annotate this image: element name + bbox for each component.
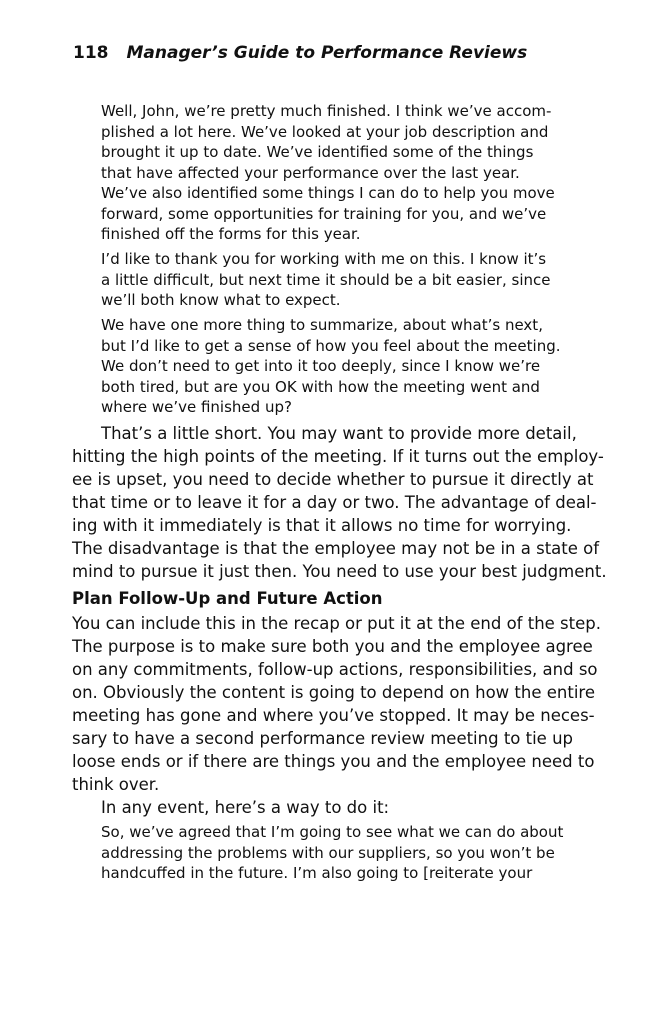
body-paragraph-intro bbox=[72, 796, 592, 819]
text-line: We don’t need to get into it too deeply, since I know we’re bbox=[101, 357, 541, 375]
text-line: We have one more thing to summarize, about what’s next, bbox=[101, 316, 543, 334]
text-line: but I’d like to get a sense of how you feel about the meeting. bbox=[101, 336, 561, 355]
text-line: that have affected your performance over the last year. bbox=[101, 163, 520, 182]
running-header bbox=[73, 41, 527, 65]
text-line: sary to have a second performance review meeting to tie up bbox=[72, 729, 574, 748]
body-paragraph-judgment bbox=[72, 422, 607, 583]
text-line: ee is upset, you need to decide whether to pursue it directly at bbox=[72, 470, 594, 489]
running-title: Manager’s Guide to Performance Reviews bbox=[126, 43, 528, 63]
text-line: plished a lot here. We’ve looked at your job description and bbox=[101, 122, 549, 141]
text-line: The purpose is to make sure both you and the employee agree bbox=[72, 637, 593, 656]
text-line: addressing the problems with our suppliers, so you won’t be bbox=[101, 843, 555, 862]
text-line: where we’ve finished up? bbox=[101, 398, 292, 416]
body-paragraph-follow-up bbox=[72, 612, 601, 796]
text-line: on. Obviously the content is going to depend on how the entire bbox=[72, 683, 595, 702]
text-line: We’ve also identified some things I can do to help you move bbox=[101, 184, 555, 202]
text-line: both tired, but are you OK with how the meeting went and bbox=[101, 377, 540, 396]
page-number: 118 bbox=[73, 43, 109, 63]
text-line: forward, some opportunities for training for you, and we’ve bbox=[101, 204, 547, 223]
text-line: brought it up to date. We’ve identified some of the things bbox=[101, 143, 534, 161]
text-line: hitting the high points of the meeting. If it turns out the employ- bbox=[72, 447, 604, 466]
text-line: a little difficult, but next time it should be a bit easier, since bbox=[101, 270, 551, 289]
text-line: ing with it immediately is that it allows no time for worrying. bbox=[72, 516, 572, 535]
text-line: loose ends or if there are things you and the employee need to bbox=[72, 752, 595, 771]
text-line: That’s a little short. You may want to provide more detail, bbox=[101, 424, 577, 443]
text-line: on any commitments, follow-up actions, responsibilities, and so bbox=[72, 660, 598, 679]
text-line: In any event, here’s a way to do it: bbox=[101, 798, 390, 817]
text-line: we’ll both know what to expect. bbox=[101, 291, 341, 309]
text-line: I’d like to thank you for working with me on this. I know it’s bbox=[101, 250, 547, 268]
dialogue-quote-agreement bbox=[101, 822, 579, 884]
text-line: handcuffed in the future. I’m also going to [reiterate your bbox=[101, 864, 533, 882]
text-line: meeting has gone and where you’ve stopped. It may be neces- bbox=[72, 706, 595, 725]
text-line: So, we’ve agreed that I’m going to see what we can do about bbox=[101, 823, 564, 841]
text-line: Well, John, we’re pretty much finished. I think we’ve accom- bbox=[101, 102, 552, 120]
text-line: You can include this in the recap or put it at the end of the step. bbox=[72, 614, 601, 633]
text-line: think over. bbox=[72, 775, 160, 794]
text-line: The disadvantage is that the employee may not be in a state of bbox=[72, 539, 600, 558]
dialogue-quote-wrap-up bbox=[101, 101, 579, 245]
text-line: that time or to leave it for a day or two. The advantage of deal- bbox=[72, 493, 597, 512]
section-heading: Plan Follow-Up and Future Action bbox=[72, 589, 383, 608]
dialogue-quote-thanks bbox=[101, 249, 579, 311]
text-line: mind to pursue it just then. You need to use your best judgment. bbox=[72, 562, 607, 581]
text-line: finished off the forms for this year. bbox=[101, 225, 361, 243]
page-body bbox=[72, 98, 607, 888]
dialogue-quote-summary bbox=[101, 315, 579, 418]
